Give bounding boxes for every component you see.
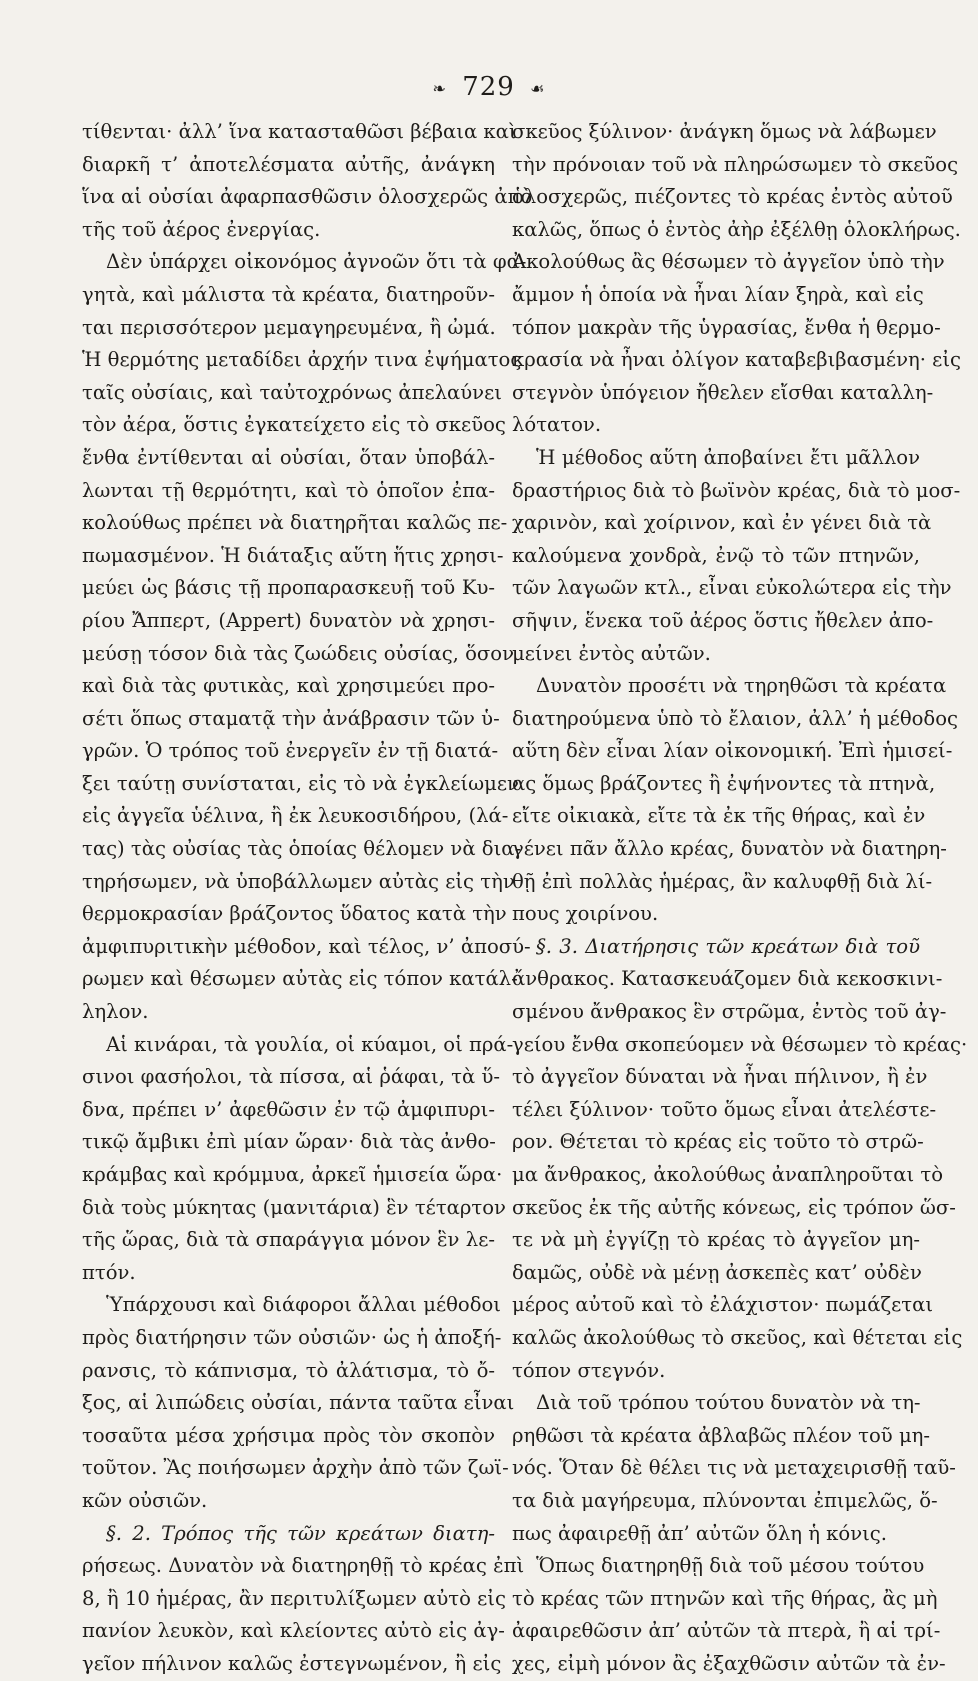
text-line: μεύει ὡς βάσις τῇ προπαρασκευῇ τοῦ Κυ-: [82, 576, 495, 600]
text-line: ξος, αἱ λιπώδεις οὐσίαι, πάντα ταῦτα εἶναι: [82, 1391, 515, 1415]
text-line: γείου ἔνθα σκοπεύομεν νὰ θέσωμεν τὸ κρέας·: [512, 1032, 968, 1056]
text-line: ληλον.: [82, 1000, 149, 1024]
text-line: εἰς ἀγγεῖα ὑέλινα, ἢ ἐκ λευκοσιδήρου, (λά-: [82, 804, 509, 828]
text-line: Διὰ τοῦ τρόπου τούτου δυνατὸν νὰ τη-: [536, 1391, 921, 1415]
text-line: καλῶς, ὅπως ὁ ἐντὸς ἀὴρ ἐξέλθῃ ὁλοκλήρως.: [512, 217, 961, 241]
page-number-text: 729: [462, 72, 515, 102]
text-line: τῆς τοῦ ἀέρος ἐνεργίας.: [82, 217, 321, 241]
text-line: δνα, πρέπει ν’ ἀφεθῶσιν ἐν τῷ ἀμφιπυρι-: [82, 1097, 495, 1121]
text-line: θῇ ἐπὶ πολλὰς ἡμέρας, ἂν καλυφθῇ διὰ λί-: [512, 869, 933, 893]
ornament-left-icon: ❧: [432, 78, 447, 98]
text-line: §. 3. Διατήρησις τῶν κρεάτων διὰ τοῦ: [536, 934, 920, 958]
text-line: σέτι ὅπως σταματᾷ τὴν ἀνάβρασιν τῶν ὑ-: [82, 706, 500, 730]
text-line: τέλει ξύλινον· τοῦτο ὅμως εἶναι ἀτελέστε-: [512, 1097, 937, 1121]
text-line: Ὑπάρχουσι καὶ διάφοροι ἄλλαι μέθοδοι: [106, 1293, 501, 1317]
text-line: διατηρούμενα ὑπὸ τὸ ἔλαιον, ἀλλ’ ἡ μέθοδος: [512, 706, 958, 730]
text-line: σινοι φασήολοι, τὰ πίσσα, αἱ ῥάφαι, τὰ ὕ-: [82, 1065, 501, 1089]
text-line: ἀφαιρεθῶσιν ἀπ’ αὐτῶν τὰ πτερὰ, ἢ αἱ τρί-: [512, 1619, 941, 1643]
text-line: σκεῦος ξύλινον· ἀνάγκη ὅμως νὰ λάβωμεν: [512, 120, 937, 143]
text-line: αὕτη δὲν εἶναι λίαν οἰκονομική. Ἐπὶ ἡμισεί-: [512, 739, 953, 763]
text-line: νός. Ὅταν δὲ θέλει τις νὰ μεταχειρισθῇ ταῦ-: [512, 1456, 956, 1480]
text-line: τὸν ἀέρα, ὅστις ἐγκατείχετο εἰς τὸ σκεῦος: [82, 413, 506, 437]
text-line: τόπον στεγνόν.: [512, 1358, 666, 1382]
text-line: ταῖς οὐσίαις, καὶ ταὐτοχρόνως ἀπελαύνει: [82, 380, 502, 404]
text-line: πωμασμένον. Ἡ διάταξις αὕτη ἥτις χρησι-: [82, 543, 504, 567]
text-line: τε νὰ μὴ ἐγγίζῃ τὸ κρέας τὸ ἀγγεῖον μη-: [512, 1228, 920, 1252]
text-line: τοῦτον. Ἂς ποιήσωμεν ἀρχὴν ἀπὸ τῶν ζωϊ-: [82, 1456, 509, 1480]
text-line: τοσαῦτα μέσα χρήσιμα πρὸς τὸν σκοπὸν: [82, 1423, 495, 1447]
text-line: γητὰ, καὶ μάλιστα τὰ κρέατα, διατηροῦν-: [82, 282, 495, 306]
text-line: τὸ κρέας τῶν πτηνῶν καὶ τῆς θήρας, ἂς μὴ: [512, 1586, 938, 1610]
text-line: τηρήσωμεν, νὰ ὑποβάλλωμεν αὐτὰς εἰς τὴν: [82, 869, 515, 893]
text-line: διαρκῆ τ’ ἀποτελέσματα αὐτῆς, ἀνάγκη: [82, 152, 495, 176]
text-line: τίθενται· ἀλλ’ ἵνα κατασταθῶσι βέβαια καὶ: [82, 120, 517, 143]
text-line: μα ἄνθρακος, ἀκολούθως ἀναπληροῦται τὸ: [512, 1163, 943, 1186]
text-line: τὴν πρόνοιαν τοῦ νὰ πληρώσωμεν τὸ σκεῦος: [512, 152, 959, 176]
text-line: ἵνα αἱ οὐσίαι ἀφαρπασθῶσιν ὁλοσχερῶς ἀπὸ: [82, 185, 533, 209]
text-line: ρανσις, τὸ κάπνισμα, τὸ ἀλάτισμα, τὸ ὄ-: [82, 1358, 495, 1382]
text-line: σκεῦος ἐκ τῆς αὐτῆς κόνεως, εἰς τρόπον ὥσ-: [512, 1195, 956, 1219]
text-line: δραστήριος διὰ τὸ βωϊνὸν κρέας, διὰ τὸ μοσ-: [512, 478, 961, 502]
ornament-right-icon: ☙: [530, 78, 546, 98]
text-line: μείνει ἐντὸς αὐτῶν.: [512, 641, 711, 665]
text-line: ἔνθα ἐντίθενται αἱ οὐσίαι, ὅταν ὑποβάλ-: [82, 445, 495, 469]
text-line: Αἱ κινάραι, τὰ γουλία, οἱ κύαμοι, οἱ πρά-: [106, 1032, 514, 1056]
text-line: κράμβας καὶ κρόμμυα, ἀρκεῖ ἡμισεία ὥρα·: [82, 1163, 503, 1186]
text-line: γρῶν. Ὁ τρόπος τοῦ ἐνεργεῖν ἐν τῇ διατά-: [82, 739, 499, 763]
text-line: μεύσῃ τόσον διὰ τὰς ζωώδεις οὐσίας, ὅσον: [82, 641, 515, 665]
text-line: πρὸς διατήρησιν τῶν οὐσιῶν· ὡς ἡ ἀποξή-: [82, 1325, 502, 1349]
text-line: τας) τὰς οὐσίας τὰς ὁποίας θέλομεν νὰ δια-: [82, 837, 522, 861]
right-text-column: [512, 116, 968, 1681]
text-line: ρήσεως. Δυνατὸν νὰ διατηρηθῇ τὸ κρέας ἐπὶ: [82, 1554, 525, 1578]
text-line: ἄνθρακος. Κατασκευάζομεν διὰ κεκοσκινι-: [512, 967, 943, 991]
text-line: πως ἀφαιρεθῇ ἀπ’ αὐτῶν ὅλη ἡ κόνις.: [512, 1521, 888, 1545]
text-line: τα διὰ μαγήρευμα, πλύνονται ἐπιμελῶς, ὅ-: [512, 1488, 938, 1512]
text-line: γεῖον πήλινον καλῶς ἐστεγνωμένον, ἢ εἰς: [82, 1651, 502, 1675]
text-line: τῆς ὥρας, διὰ τὰ σπαράγγια μόνον ἓν λε-: [82, 1228, 495, 1252]
text-line: σμένου ἄνθρακος ἓν στρῶμα, ἐντὸς τοῦ ἀγ-: [512, 1000, 947, 1024]
text-line: ὁλοσχερῶς, πιέζοντες τὸ κρέας ἐντὸς αὐτοῦ: [512, 185, 953, 209]
text-line: ἄμμον ἡ ὁποία νὰ ἦναι λίαν ξηρὰ, καὶ εἰς: [512, 282, 924, 306]
text-line: γένει πᾶν ἄλλο κρέας, δυνατὸν νὰ διατηρη-: [512, 837, 947, 861]
text-line: Ἀκολούθως ἂς θέσωμεν τὸ ἀγγεῖον ὑπὸ τὴν: [512, 250, 945, 274]
text-line: πτόν.: [82, 1260, 136, 1284]
text-line: ται περισσότερον μεμαγηρευμένα, ἢ ὠμά.: [82, 315, 496, 339]
text-line: διὰ τοὺς μύκητας (μανιτάρια) ἓν τέταρτον: [82, 1195, 506, 1219]
text-line: λότατον.: [512, 413, 602, 437]
text-line: ἀμφιπυριτικὴν μέθοδον, καὶ τέλος, ν’ ἀποσύ-: [82, 934, 531, 958]
text-line: κῶν οὐσιῶν.: [82, 1488, 208, 1512]
left-text-column: [82, 116, 533, 1681]
text-line: στεγνὸν ὑπόγειον ἤθελεν εἴσθαι καταλλη-: [512, 380, 934, 404]
text-line: καὶ διὰ τὰς φυτικὰς, καὶ χρησιμεύει προ-: [82, 674, 495, 698]
text-line: τῶν λαγωῶν κτλ., εἶναι εὐκολώτερα εἰς τὴν: [512, 576, 952, 600]
text-line: καλούμενα χονδρὰ, ἐνῷ τὸ τῶν πτηνῶν,: [512, 543, 920, 567]
text-line: §. 2. Τρόπος τῆς τῶν κρεάτων διατη-: [106, 1521, 495, 1545]
text-line: Ἡ μέθοδος αὕτη ἀποβαίνει ἔτι μᾶλλον: [536, 445, 920, 469]
text-line: μέρος αὐτοῦ καὶ τὸ ἐλάχιστον· πωμάζεται: [512, 1293, 934, 1317]
text-line: ρον. Θέτεται τὸ κρέας εἰς τοῦτο τὸ στρῶ-: [512, 1130, 924, 1154]
text-line: Ἡ θερμότης μεταδίδει ἀρχήν τινα ἐψήματος: [82, 348, 522, 372]
text-line: χαρινὸν, καὶ χοίρινον, καὶ ἐν γένει διὰ τὰ: [512, 511, 932, 535]
text-line: πους χοιρίνου.: [512, 902, 659, 926]
text-line: ρίου Ἄππερτ, (Appert) δυνατὸν νὰ χρησι-: [82, 608, 495, 632]
text-line: Δὲν ὑπάρχει οἰκονόμος ἀγνοῶν ὅτι τὰ φα-: [106, 250, 527, 274]
text-line: πανίον λευκὸν, καὶ κλείοντες αὐτὸ εἰς ἀγ-: [82, 1619, 505, 1643]
text-line: 8, ἢ 10 ἡμέρας, ἂν περιτυλίξωμεν αὐτὸ εἰς: [82, 1586, 506, 1610]
text-line: τικῷ ἄμβικι ἐπὶ μίαν ὥραν· διὰ τὰς ἀνθο-: [82, 1130, 496, 1154]
text-line: κολούθως πρέπει νὰ διατηρῆται καλῶς πε-: [82, 511, 508, 535]
page-number: [0, 72, 978, 102]
text-line: θερμοκρασίαν βράζοντος ὕδατος κατὰ τὴν: [82, 902, 507, 926]
text-line: τόπον μακρὰν τῆς ὑγρασίας, ἔνθα ἡ θερμο-: [512, 315, 941, 339]
text-line: χες, εἰμὴ μόνον ἂς ἐξαχθῶσιν αὐτῶν τὰ ἐν-: [512, 1651, 946, 1675]
text-line: ρηθῶσι τὰ κρέατα ἀβλαβῶς πλέον τοῦ μη-: [512, 1423, 931, 1447]
text-line: λωνται τῇ θερμότητι, καὶ τὸ ὁποῖον ἐπα-: [82, 478, 495, 502]
text-line: ρωμεν καὶ θέσωμεν αὐτὰς εἰς τόπον κατάλ-: [82, 967, 518, 991]
text-line: ας ὅμως βράζοντες ἢ ἐψήνοντες τὰ πτηνὰ,: [512, 771, 936, 795]
text-line: δαμῶς, οὐδὲ νὰ μένῃ ἀσκεπὲς κατ’ οὐδὲν: [512, 1260, 922, 1284]
text-line: καλῶς ἀκολούθως τὸ σκεῦος, καὶ θέτεται εἰς: [512, 1325, 963, 1349]
text-line: Ὅπως διατηρηθῇ διὰ τοῦ μέσου τούτου: [536, 1554, 925, 1578]
text-line: σῆψιν, ἕνεκα τοῦ ἀέρος ὅστις ἤθελεν ἀπο-: [512, 608, 934, 632]
text-line: ξει ταύτῃ συνίσταται, εἰς τὸ νὰ ἐγκλείωμεν: [82, 771, 519, 795]
text-line: εἴτε οἰκιακὰ, εἴτε τὰ ἐκ τῆς θήρας, καὶ ἐν: [512, 804, 926, 828]
text-line: Δυνατὸν προσέτι νὰ τηρηθῶσι τὰ κρέατα: [536, 674, 947, 698]
text-line: κρασία νὰ ἦναι ὀλίγον καταβεβιβασμένη· εἰς: [512, 348, 961, 372]
text-line: τὸ ἀγγεῖον δύναται νὰ ἦναι πήλινον, ἢ ἐν: [512, 1065, 928, 1089]
